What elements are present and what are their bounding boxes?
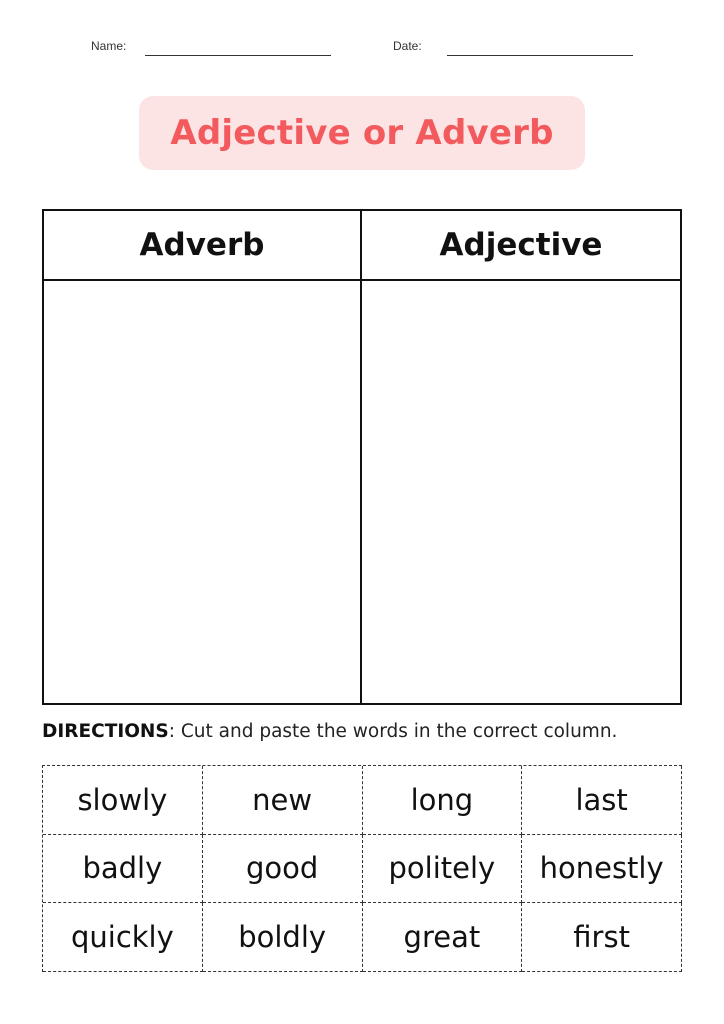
column-header-adverb: Adverb [44, 211, 362, 281]
column-area-adverb[interactable] [44, 281, 362, 703]
word-card[interactable]: last [522, 766, 682, 835]
name-label: Name: [91, 39, 127, 53]
word-card[interactable]: first [522, 903, 682, 972]
date-field[interactable] [447, 55, 633, 56]
word-card[interactable]: slowly [43, 766, 203, 835]
column-header-adjective: Adjective [362, 211, 680, 281]
page-title: Adjective or Adverb [170, 113, 554, 153]
directions-label: DIRECTIONS [42, 721, 169, 742]
sort-table [42, 209, 682, 705]
name-field[interactable] [145, 55, 331, 56]
word-card[interactable]: honestly [522, 835, 682, 904]
word-card-grid [42, 765, 682, 972]
word-card[interactable]: new [203, 766, 363, 835]
column-area-adjective[interactable] [362, 281, 680, 703]
word-card[interactable]: boldly [203, 903, 363, 972]
word-card[interactable]: quickly [43, 903, 203, 972]
word-card[interactable]: long [363, 766, 523, 835]
date-label: Date: [393, 39, 422, 53]
word-card[interactable]: great [363, 903, 523, 972]
word-card[interactable]: politely [363, 835, 523, 904]
directions [42, 721, 617, 742]
word-card[interactable]: good [203, 835, 363, 904]
word-card[interactable]: badly [43, 835, 203, 904]
directions-text: : Cut and paste the words in the correct column. [168, 721, 618, 742]
title-banner [139, 96, 585, 170]
